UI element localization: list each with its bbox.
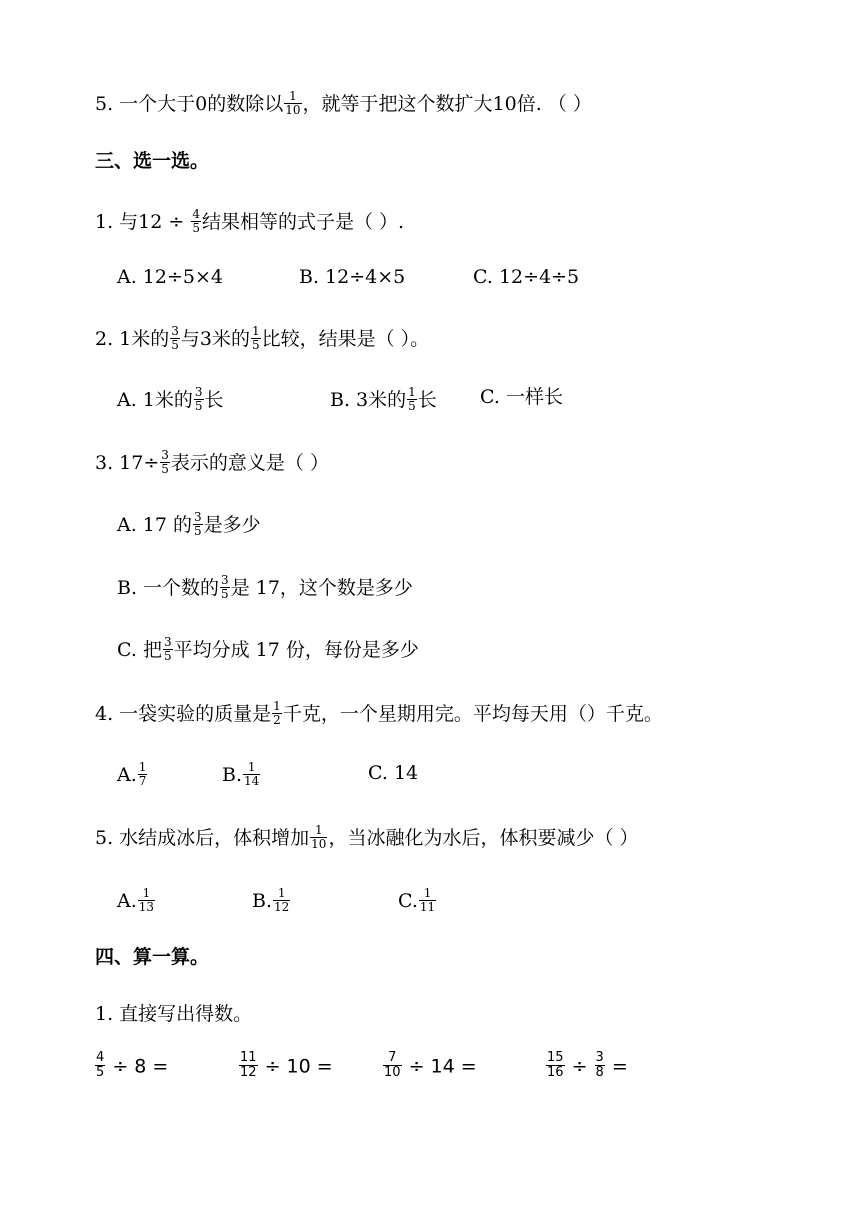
q1-option-b[interactable]: B. 12÷4×5 — [299, 266, 406, 288]
q5-option-c[interactable]: C. $\frac{1}{11}$ — [398, 886, 436, 914]
section-heading-4: 四、算一算。 — [95, 946, 210, 968]
fraction: $\frac{1}{5}$ — [252, 324, 260, 352]
calc-item-1: $\frac{4}{5}$ ÷ 8 = — [96, 1050, 169, 1080]
fraction: $\frac{4}{5}$ — [96, 1050, 105, 1080]
q3-option-c[interactable]: C. 把 $\frac{3}{5}$ 平均分成 17 份，每份是多少 — [117, 635, 419, 663]
fraction: $\frac{1}{10}$ — [285, 89, 301, 117]
fraction: $\frac{3}{5}$ — [171, 324, 179, 352]
fraction: $\frac{1}{12}$ — [274, 886, 290, 914]
instruction-1: 1. 直接写出得数。 — [95, 1003, 253, 1025]
fraction: $\frac{1}{7}$ — [138, 760, 147, 788]
true-false-item-5: 5. 一个大于0的数除以 $\frac{1}{10}$ ，就等于把这个数扩大10倍. （ ） — [95, 89, 592, 117]
fraction: $\frac{3}{5}$ — [194, 510, 202, 538]
q5-option-b[interactable]: B. $\frac{1}{12}$ — [252, 886, 290, 914]
q2-option-c[interactable]: C. 一样长 — [480, 386, 563, 408]
fraction: $\frac{1}{11}$ — [419, 886, 436, 914]
fraction: $\frac{1}{13}$ — [138, 886, 155, 914]
q4-option-a[interactable]: A. $\frac{1}{7}$ — [117, 760, 147, 788]
fraction: $\frac{3}{8}$ — [595, 1050, 604, 1080]
fraction: $\frac{11}{12}$ — [240, 1050, 257, 1080]
question-1: 1. 与12 ÷ $\frac{4}{5}$ 结果相等的式子是（ ）. — [95, 207, 405, 235]
calc-item-2: $\frac{11}{12}$ ÷ 10 = — [240, 1050, 333, 1080]
q4-option-b[interactable]: B. $\frac{1}{14}$ — [222, 760, 260, 788]
fraction: $\frac{3}{5}$ — [163, 635, 172, 663]
q2-option-a[interactable]: A. 1米的 $\frac{3}{5}$ 长 — [117, 385, 224, 413]
q5-option-a[interactable]: A. $\frac{1}{13}$ — [117, 886, 155, 914]
fraction: $\frac{15}{16}$ — [547, 1050, 564, 1080]
question-5: 5. 水结成冰后，体积增加 $\frac{1}{10}$ ，当冰融化为水后，体积要减少（ ） — [95, 823, 639, 851]
q3-option-b[interactable]: B. 一个数的 $\frac{3}{5}$ 是 17，这个数是多少 — [117, 573, 413, 601]
calc-item-3: $\frac{7}{10}$ ÷ 14 = — [384, 1050, 477, 1080]
calc-item-4: $\frac{15}{16}$ ÷ $\frac{3}{8}$ = — [547, 1050, 628, 1080]
q4-option-c[interactable]: C. 14 — [368, 762, 419, 784]
fraction: $\frac{7}{10}$ — [384, 1050, 401, 1080]
fraction: $\frac{3}{5}$ — [194, 385, 203, 413]
q1-option-a[interactable]: A. 12÷5×4 — [117, 266, 223, 288]
fraction: $\frac{1}{5}$ — [408, 385, 416, 413]
section-heading-3: 三、选一选。 — [95, 150, 210, 172]
fraction: $\frac{1}{2}$ — [273, 699, 281, 727]
question-3: 3. 17÷ $\frac{3}{5}$ 表示的意义是（ ） — [95, 448, 329, 476]
fraction: $\frac{1}{14}$ — [244, 760, 260, 788]
fraction: $\frac{3}{5}$ — [221, 573, 229, 601]
q3-option-a[interactable]: A. 17 的 $\frac{3}{5}$ 是多少 — [117, 510, 261, 538]
question-2: 2. 1米的 $\frac{3}{5}$ 与3米的 $\frac{1}{5}$ 比较，结果是（ ）。 — [95, 324, 430, 352]
question-4: 4. 一袋实验的质量是 $\frac{1}{2}$ 千克，一个星期用完。平均每天用（）千克。 — [95, 699, 663, 727]
fraction: $\frac{1}{10}$ — [311, 823, 327, 851]
q1-option-c[interactable]: C. 12÷4÷5 — [473, 266, 580, 288]
fraction: $\frac{4}{5}$ — [192, 207, 200, 235]
fraction: $\frac{3}{5}$ — [161, 448, 169, 476]
q2-option-b[interactable]: B. 3米的 $\frac{1}{5}$ 长 — [330, 385, 437, 413]
